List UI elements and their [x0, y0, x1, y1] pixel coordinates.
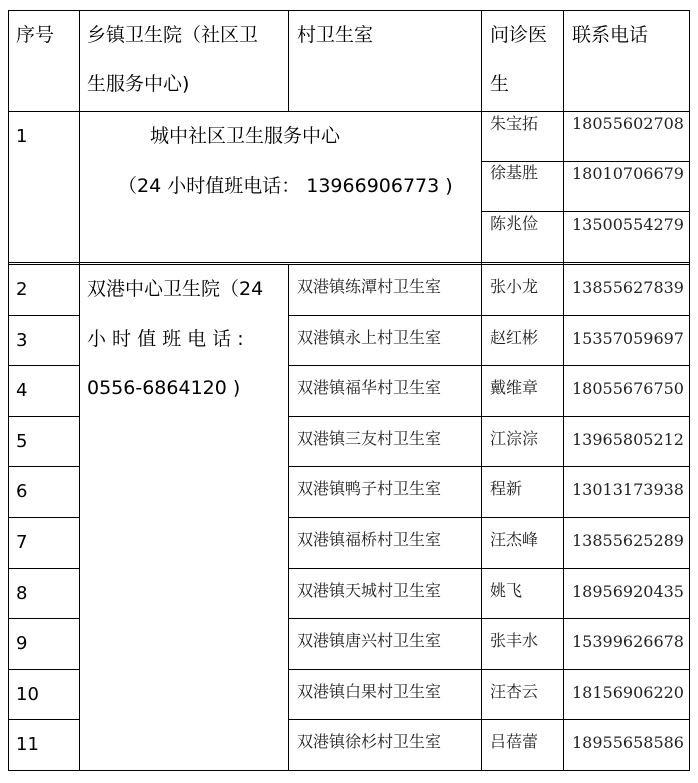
row-seq: 7 [16, 532, 28, 553]
rule [8, 365, 80, 366]
group2-line3: 0556-6864120 ) [87, 377, 241, 399]
rule [563, 10, 564, 771]
group1-doctor: 朱宝拓 [490, 114, 539, 133]
rule [8, 416, 80, 417]
rule [689, 10, 690, 771]
row-seq: 6 [16, 481, 28, 502]
row-village: 双港镇天城村卫生室 [297, 581, 442, 600]
group2-line1: 双港中心卫生院（24 [87, 278, 264, 300]
group1-seq: 1 [16, 126, 28, 147]
rule [481, 161, 690, 162]
row-phone: 13965805212 [572, 430, 684, 449]
rule [288, 568, 690, 569]
row-doctor: 江淙淙 [490, 429, 539, 448]
rule [8, 568, 80, 569]
group1-phone: 18055602708 [572, 114, 684, 133]
rule [8, 517, 80, 518]
row-phone: 18055676750 [572, 379, 684, 398]
header-village: 村卫生室 [297, 24, 374, 46]
row-seq: 3 [16, 330, 28, 351]
row-doctor: 张小龙 [490, 277, 539, 296]
row-doctor: 赵红彬 [490, 328, 539, 347]
row-seq: 2 [16, 279, 28, 300]
group1-phone: 18010706679 [572, 164, 684, 183]
rule [79, 10, 80, 771]
rule [8, 10, 9, 771]
header-phone: 联系电话 [572, 24, 649, 46]
header-doctor-line2: 生 [490, 73, 510, 95]
group1-name: 城中社区卫生服务中心 [150, 125, 341, 147]
row-village: 双港镇白果村卫生室 [297, 682, 442, 701]
rule [288, 618, 690, 619]
row-phone: 18956920435 [572, 582, 684, 601]
rule [288, 719, 690, 720]
group1-hotline: （24 小时值班电话： 13966906773 ) [118, 175, 453, 197]
row-seq: 4 [16, 380, 28, 401]
header-town-line1: 乡镇卫生院（社区卫 [87, 24, 259, 46]
rule [8, 10, 690, 11]
group1-phone: 13500554279 [572, 215, 684, 234]
rule [8, 111, 690, 112]
rule [8, 315, 80, 316]
row-village: 双港镇福桥村卫生室 [297, 530, 442, 549]
row-doctor: 汪杰峰 [490, 530, 539, 549]
row-phone: 18156906220 [572, 683, 684, 702]
row-village: 双港镇永上村卫生室 [297, 328, 442, 347]
row-phone: 15399626678 [572, 632, 684, 651]
group2-line2: 小 时 值 班 电 话 : [87, 328, 244, 350]
rule [8, 719, 80, 720]
row-phone: 13855625289 [572, 531, 684, 550]
header-seq: 序号 [16, 24, 55, 46]
row-seq: 5 [16, 431, 28, 452]
rule [288, 10, 289, 112]
rule [8, 618, 80, 619]
row-seq: 9 [16, 633, 28, 654]
rule [481, 211, 690, 212]
row-phone: 13855627839 [572, 278, 684, 297]
row-village: 双港镇福华村卫生室 [297, 378, 442, 397]
rule [288, 365, 690, 366]
rule [288, 517, 690, 518]
row-phone: 18955658586 [572, 733, 684, 752]
rule [288, 416, 690, 417]
group1-doctor: 陈兆俭 [490, 214, 539, 233]
row-doctor: 程新 [490, 479, 523, 498]
row-doctor: 吕蓓蕾 [490, 732, 539, 751]
header-doctor-line1: 问诊医 [490, 24, 548, 46]
rule [288, 669, 690, 670]
rule [8, 669, 80, 670]
row-phone: 15357059697 [572, 329, 684, 348]
rule [8, 466, 80, 467]
row-village: 双港镇唐兴村卫生室 [297, 631, 442, 650]
row-village: 双港镇三友村卫生室 [297, 429, 442, 448]
rule [288, 264, 289, 771]
header-town-line2: 生服务中心) [87, 73, 190, 95]
rule [288, 315, 690, 316]
row-village: 双港镇练潭村卫生室 [297, 277, 442, 296]
rule [8, 770, 690, 771]
row-doctor: 姚飞 [490, 581, 523, 600]
row-seq: 11 [16, 734, 39, 755]
row-seq: 8 [16, 583, 28, 604]
row-seq: 10 [16, 684, 39, 705]
row-doctor: 张丰水 [490, 631, 539, 650]
rule [8, 262, 690, 263]
rule [481, 10, 482, 771]
rule [8, 264, 690, 265]
row-doctor: 汪杏云 [490, 682, 539, 701]
group1-doctor: 徐基胜 [490, 163, 539, 182]
row-doctor: 戴维章 [490, 378, 539, 397]
row-village: 双港镇鸭子村卫生室 [297, 479, 442, 498]
rule [288, 466, 690, 467]
row-village: 双港镇徐杉村卫生室 [297, 732, 442, 751]
row-phone: 13013173938 [572, 480, 684, 499]
